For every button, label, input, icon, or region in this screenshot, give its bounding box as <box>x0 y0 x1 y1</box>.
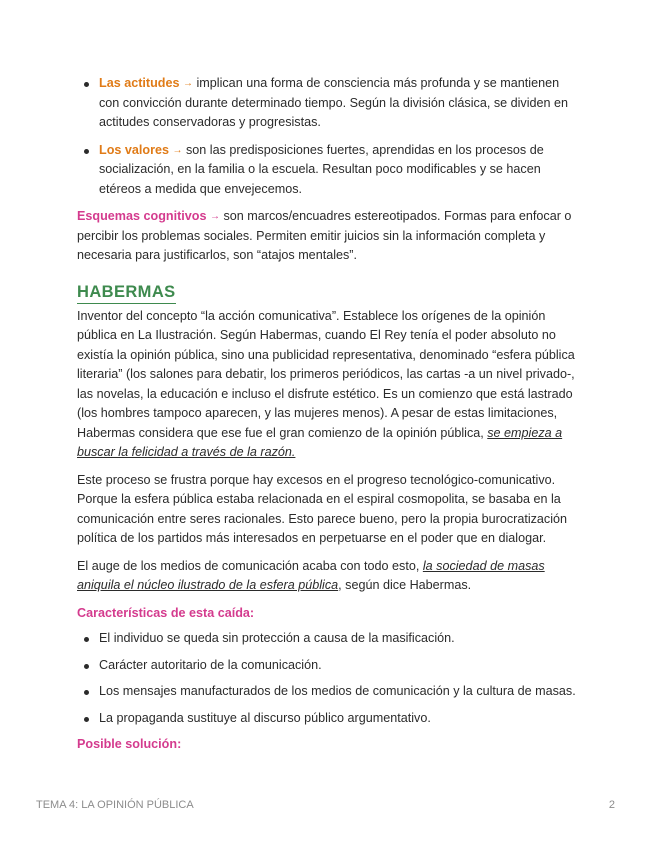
footer-title: TEMA 4: LA OPINIÓN PÚBLICA <box>36 799 194 811</box>
list-item: El individuo se queda sin protección a causa de la masificación. <box>77 629 581 649</box>
paragraph-text: , según dice Habermas. <box>338 578 472 592</box>
list-item-valores <box>77 141 581 200</box>
term-esquemas: Esquemas cognitivos <box>77 209 207 223</box>
paragraph-text: El auge de los medios de comunicación acaba con todo esto, <box>77 558 423 573</box>
definition-text: son las predisposiciones fuertes, aprendidas en los procesos de socialización, en la familia o la escuela. Resultan poco modificables y se hacen etéreos a medida que envejecemos. <box>99 142 544 196</box>
list-item: Los mensajes manufacturados de los medios de comunicación y la cultura de masas. <box>77 682 581 702</box>
subheading-caracteristicas: Características de esta caída: <box>77 605 255 620</box>
arrow-icon: → <box>172 144 183 156</box>
list-item-actitudes <box>77 74 581 133</box>
list-item: Carácter autoritario de la comunicación. <box>77 656 581 676</box>
arrow-icon: → <box>209 211 220 222</box>
arrow-icon: → <box>183 78 193 89</box>
term-actitudes: Las actitudes <box>99 76 180 90</box>
definition-text: implican una forma de consciencia más profunda y se mantienen con convicción durante determinado tiempo. Según la división clásica, se dividen en actitudes conservadoras y progresistas. <box>99 76 569 129</box>
emphasis-text: la sociedad de masas aniquila el núcleo ilustrado de la esfera pública <box>77 558 545 592</box>
definitions-list <box>77 74 581 199</box>
definition-text: son marcos/encuadres estereotipados. Formas para enfocar o percibir los problemas sociales. Permiten emitir juicios sin la información completa y necesaria para justificarlos, son “atajos mentales”. <box>77 209 572 262</box>
subheading-solucion: Posible solución: <box>77 737 182 751</box>
habermas-paragraph-1 <box>77 307 581 463</box>
list-item: La propaganda sustituye al discurso público argumentativo. <box>77 709 581 729</box>
page-number: 2 <box>608 799 615 811</box>
document-page <box>77 74 581 755</box>
habermas-paragraph-3 <box>77 557 581 596</box>
section-heading-habermas: HABERMAS <box>77 281 176 304</box>
emphasis-text: se empieza a buscar la felicidad a través de la razón. <box>77 425 563 459</box>
habermas-paragraph-2: Este proceso se frustra porque hay excesos en el progreso tecnológico-comunicativo. Porque la esfera pública estaba relacionada en el espiral cosmopolita, se basaba en la comunicación entre seres racionales. Esto parece bueno, pero la propia burocratización política de los partidos más interesados en perpetuarse en el poder que en dialogar. <box>77 472 568 545</box>
caracteristicas-list <box>77 629 581 728</box>
esquemas-paragraph <box>77 207 581 266</box>
term-valores: Los valores <box>99 142 169 157</box>
paragraph-text: Inventor del concepto “la acción comunicativa”. Establece los orígenes de la opinión pública en La Ilustración. Según Habermas, cuando El Rey tenía el poder absoluto no existía la opinión pública, sino una publicidad representativa, denominado “esfera pública literaria” (los salones para debatir, los primeros periódicos, las cartas -a un nivel privado-, las novelas, la educación e incluso el disfrute estético. Es un comienzo que está lastrado (los hombres tampoco aparecen, y las mujeres menos). A pesar de estas limitaciones, Habermas considera que ese fue el gran comienzo de la opinión pública, <box>77 308 575 440</box>
